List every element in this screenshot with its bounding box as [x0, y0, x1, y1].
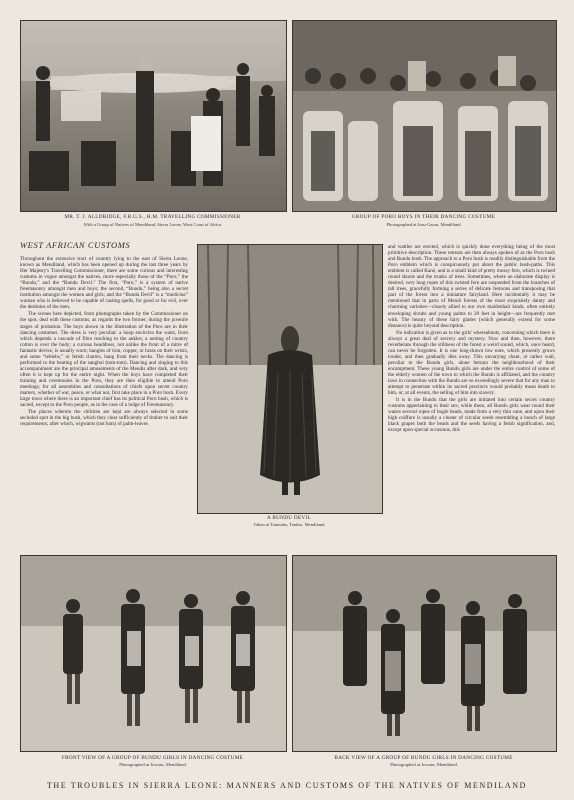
photo-bundu-girls-front	[20, 555, 287, 752]
page-footer-title: THE TROUBLES IN SIERRA LEONE: MANNERS AND CUSTOMS OF THE NATIVES OF MENDILAND	[46, 781, 528, 790]
photo-bundu-girls-back	[292, 555, 557, 752]
article-right-column	[388, 244, 555, 533]
caption-bundu-girls-front: FRONT VIEW OF A GROUP OF BUNDU GIRLS IN DANCING COSTUME	[61, 755, 244, 761]
photo-bundu-girls-front-image	[21, 556, 286, 751]
left-paragraph-2: The scenes here depicted, from photographs taken by the Commissioner on the spot, deal with these customs, as regards the two former, during the juvenile stages of probation. The boys shown in the illustration of the Poro are in their dancing costumes. The dress is very peculiar: a hoop encircles the waist, from which depends a cascade of fibre reaching to the ankles; a netting of country cotton is over the body; a curious headdress, not unlike the front of a mitre of fantastic device, is usually worn; bangles of iron, copper, or brass on their wrists, and some “teblehs,” or fetish charms, hang from their necks. The dancing is performed to the beating of the sangboi (tom-tom). Dancing and singing to this accompaniment are the principal amusements of the Mendis after dark, and very often it is kept up for the entire night. When the boys have completed their training and ceremonies in the Poro, they are then eligible to attend Poro meetings; for all assemblies and consultations of chiefs upon secret country matters, whether of war, peace, or what not, first take place in a Poro bush. Every large town where there is an important chief has its political Poro bush, which is sacred, except to the Poro people, as in the case of a lodge of Freemasonry.	[20, 311, 188, 409]
subcaption-poro-boys: Photographed at Juru-Gaura, Mendiland	[386, 222, 461, 227]
photo-poro-boys-image	[293, 21, 556, 211]
photo-bundu-girls-back-image	[293, 556, 556, 751]
article-left-column	[20, 256, 188, 533]
photo-bundu-devil-image	[198, 245, 382, 513]
subcaption-bundu-devil: Taken at Taninaba, Tunkio, Mendiland	[253, 522, 325, 527]
caption-alldridge: MR. T. J. ALLDRIDGE, F.R.G.S., H.M. TRAVELLING COMMISSIONER	[64, 214, 241, 220]
subcaption-bundu-girls-back: Photographed at Jowaru, Mendiland	[390, 762, 457, 767]
photo-bundu-devil	[197, 244, 383, 514]
article-title: WEST AFRICAN CUSTOMS	[20, 240, 131, 250]
photo-alldridge-group	[20, 20, 287, 212]
subcaption-bundu-girls-front: Photographed at Jowaru, Mendiland	[119, 762, 186, 767]
caption-bundu-girls-back: BACK VIEW OF A GROUP OF BUNDU GIRLS IN DANCING COSTUME	[334, 755, 513, 761]
photo-alldridge-group-image	[21, 21, 286, 211]
subcaption-alldridge: With a Group of Natives of Mendiland, Sierra Leone, West Coast of Africa	[83, 222, 222, 227]
caption-bundu-devil: A BUNDU DEVIL	[267, 515, 311, 521]
right-paragraph-3: It is in the Bundu that the girls are initiated into certain secret country customs appertaining to their sex; while there, all Bundu girls wear round their waists several ropes of bugle beads, made from a very thin cane, and upon their high coiffure is usually a cluster of circular seeds resembling a bunch of large black grapes both the beads and the seeds having a fetish signification, and, except upon special occasions, this	[388, 397, 555, 434]
left-paragraph-3: The places wherein the children are kept are always selected in some secluded spot in the big bush, which they clear sufficiently of timber to suit their requirements; after which, wigwams (not huts) of palm-leaves	[20, 409, 188, 428]
right-paragraph-2: No indication is given as to the girls' whereabouts, concerning which there is always a great deal of secrecy and mystery. Now and then, however, there reverberate through the stillness of the forest a weird sound, which, once heard, can never be forgotten. It is one long-drawn low note, which presently grows louder, and then gradually dies away. This unvarying chant, or rather wail, peculiar to the Bundu girls, alone betrays the neighbourhood of their encampment. These young Bundu girls are under the entire control of some of the elderly women of the town to which the Bundu is affiliated, and the country laws in connection with the Bundu are so exceedingly severe that for any man to attempt to penetrate within its sacred precincts would probably mean death to him, or, at all events, the selling of him into slavery.	[388, 329, 555, 397]
left-paragraph-1: Throughout the extensive tract of country lying to the east of Sierra Leone, known as Mendiland, which has been opened up during the last three years by Her Majesty's Travelling Commissioner, there are some curious and interesting customs in vogue amongst the natives, more especially those of the “Poro,” the “Bundu,” and the “Bundu Devil.” The first, “Poro,” is a system of native freemasonry amongst men and boys; the second, “Bundu,” being also a secret institution amongst the women and girls; and the “Bundu Devil” is a “medicine” woman who is believed to be capable of casting spells, for good or for evil, over the destinies of the men.	[20, 256, 188, 311]
caption-poro-boys: GROUP OF PORO BOYS IN THEIR DANCING COSTUME	[351, 214, 496, 220]
right-paragraph-1: and wattles are erected, which is quickly done everything being of the most primitive description. These retreats are then always spoken of as the Poro bush and Bundu bush. The approach to a Poro bush is readily distinguishable from the Poro emblem which is conspicuously put about the public bush-paths. This emblem is called Kané, and is a small kind of pretty mossy fern, which is twined round shoots and the trunks of trees. Sometimes, where an elaborate display is desired, very long ropes of this twisted fern are suspended from the branches of tall trees, gracefully forming a series of delicate festoons and transposing that part of the forest into a miniature fairyland. Here incidentally it may be mentioned that in parts of Mendi forests of the most exquisitely dainty and charming varieties—closely allied to our own maidenhair kinds, often entirely enveloping shrubs and young palms to 20 feet in height—are frequently met with. The beauty of these fairy glades (which generally extend for some distance) is quite beyond description.	[388, 244, 555, 329]
photo-poro-boys	[292, 20, 557, 212]
